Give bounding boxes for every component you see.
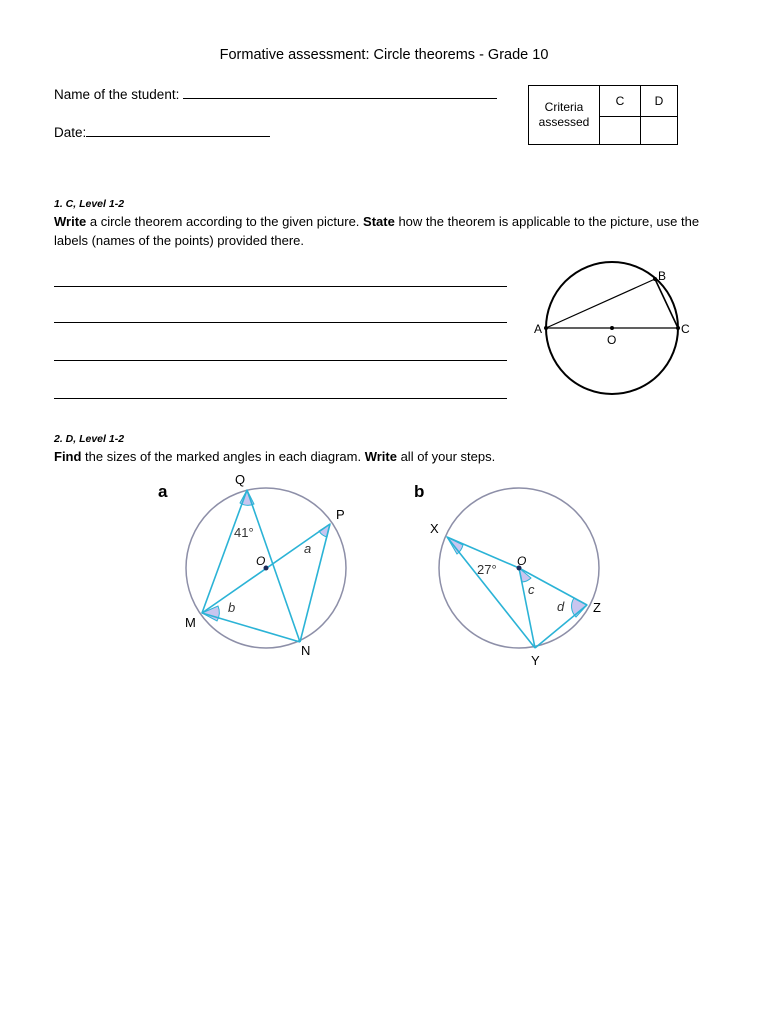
diagram-b-label: b: [414, 482, 425, 501]
label-c: C: [681, 322, 690, 336]
center-o: [610, 326, 614, 330]
date-field[interactable]: [54, 124, 270, 140]
student-name-field[interactable]: [54, 86, 497, 102]
label-n: N: [301, 643, 311, 658]
label-p: P: [336, 507, 345, 522]
point-c: [676, 326, 680, 330]
date-blank[interactable]: [86, 124, 270, 137]
q2-text-2: all of your steps.: [396, 449, 496, 464]
q1-circle-diagram: [525, 255, 705, 415]
answer-line-4[interactable]: [54, 398, 507, 399]
answer-line-1[interactable]: [54, 286, 507, 287]
angle-b-label: b: [228, 600, 236, 615]
line-mn: [202, 613, 300, 642]
label-o: O: [607, 333, 617, 347]
q1-text-1: a circle theorem according to the given picture.: [86, 214, 364, 229]
angle-given-27: 27°: [477, 562, 497, 577]
point-b: [653, 277, 657, 281]
question-1-text: [54, 212, 704, 250]
question-1-heading: 1. C, Level 1-2: [54, 198, 125, 210]
answer-line-2[interactable]: [54, 322, 507, 323]
chord-bc: [655, 279, 678, 328]
chord-ab: [546, 279, 655, 328]
label-o-b: O: [517, 554, 527, 568]
question-2-text: [54, 447, 704, 466]
q2-verb-find: Find: [54, 449, 82, 464]
angle-given-41: 41°: [234, 525, 254, 540]
label-o-a: O: [256, 554, 266, 568]
page-title: Formative assessment: Circle theorems - Grade 10: [219, 47, 549, 63]
criteria-table: [528, 85, 678, 145]
q2-text-1: the sizes of the marked angles in each diagram.: [81, 449, 365, 464]
label-a: A: [534, 322, 543, 336]
diagram-a-label: a: [158, 482, 168, 501]
answer-line-3[interactable]: [54, 360, 507, 361]
student-name-blank[interactable]: [183, 86, 497, 99]
criteria-column-c: C: [600, 86, 641, 117]
label-y: Y: [531, 653, 540, 668]
q1-text-2: how the theorem is applicable to the picture, use the labels (names of the points) provided there.: [54, 214, 700, 248]
criteria-column-d: D: [641, 86, 678, 117]
label-z: Z: [593, 600, 601, 615]
q2-verb-write: Write: [364, 449, 397, 464]
q1-verb-write: Write: [54, 214, 87, 229]
angle-d-label: d: [557, 599, 565, 614]
diagram-b: [400, 470, 620, 670]
question-2-heading: 2. D, Level 1-2: [54, 433, 125, 445]
label-q: Q: [235, 472, 246, 487]
label-m: M: [185, 615, 196, 630]
criteria-label: Criteria assessed: [529, 86, 600, 145]
date-label: Date:: [54, 125, 87, 140]
label-x: X: [430, 521, 439, 536]
angle-c-label: c: [528, 582, 535, 597]
point-a: [544, 326, 548, 330]
q1-verb-state: State: [363, 214, 395, 229]
criteria-score-d[interactable]: [641, 116, 678, 144]
student-name-label: Name of the student:: [54, 87, 184, 102]
criteria-score-c[interactable]: [600, 116, 641, 144]
angle-a-label: a: [304, 541, 312, 556]
diagram-a: [150, 470, 360, 670]
line-qm: [202, 490, 247, 613]
label-b: B: [658, 269, 667, 283]
line-qn: [247, 490, 300, 642]
